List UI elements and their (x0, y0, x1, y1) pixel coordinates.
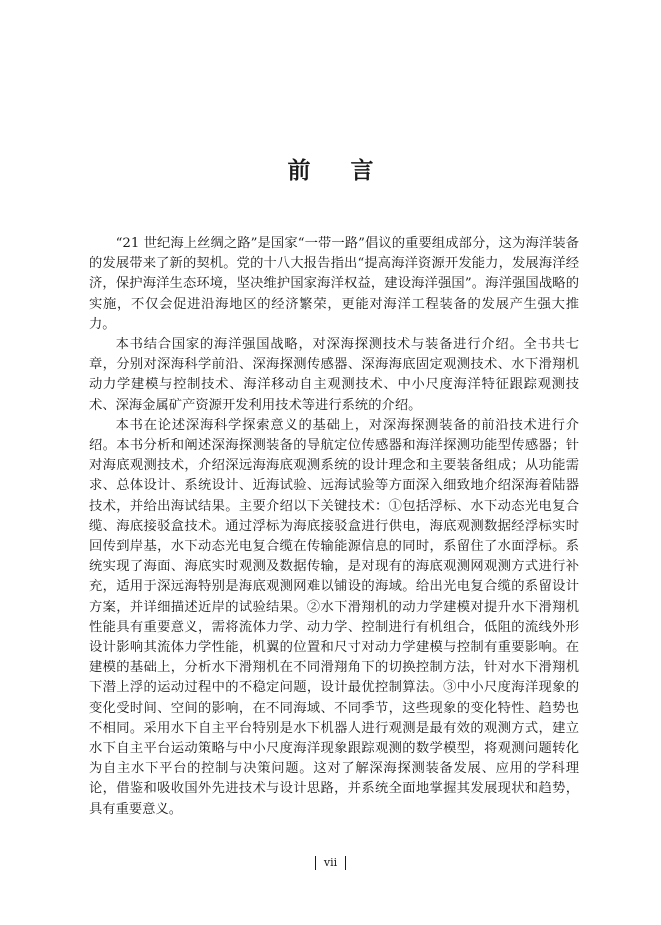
right-divider (345, 856, 346, 870)
page-number: vii (323, 856, 338, 869)
preface-body (89, 234, 579, 820)
left-divider (315, 856, 316, 870)
page-footer (0, 855, 661, 871)
paragraph-3: 本书在论述深海科学探索意义的基础上，对深海探测装备的前沿技术进行介绍。本书分析和阐述深海探测装备的导航定位传感器和海洋探测功能型传感器；针对海底观测技术，介绍深远海海底观测系统的设计理念和主要装备组成；从功能需求、总体设计、系统设计、近海试验、远海试验等方面深入细致地介绍深海着陆器技术，并给出海试结果。主要介绍以下关键技术：①包括浮标、水下动态光电复合缆、海底接驳盒技术。通过浮标为海底接驳盒进行供电，海底观测数据经浮标实时回传到岸基，水下动态光电复合缆在传输能源信息的同时，系留住了水面浮标。系统实现了海面、海底实时观测及数据传输，是对现有的海底观测网观测方式进行补充，适用于深远海特别是海底观测网难以铺设的海域。给出光电复合缆的系留设计方案，并详细描述近岸的试验结果。②水下滑翔机的动力学建模对提升水下滑翔机性能具有重要意义，需将流体力学、动力学、控制进行有机组合，低阻的流线外形设计影响其流体力学性能，机翼的位置和尺寸对动力学建模与控制有重要影响。在建模的基础上，分析水下滑翔机在不同滑翔角下的切换控制方法，针对水下滑翔机下潜上浮的运动过程中的不稳定问题，设计最优控制算法。③中小尺度海洋现象的变化受时间、空间的影响，在不同海域、不同季节，这些现象的变化特性、趋势也不相同。采用水下自主平台特别是水下机器人进行观测是最有效的观测方式，建立水下自主平台运动策略与中小尺度海洋现象跟踪观测的数学模型，将观测问题转化为自主水下平台的控制与决策问题。这对了解深海探测装备发展、应用的学科理论，借鉴和吸收国外先进技术与设计思路，并系统全面地掌握其发展现状和趋势，具有重要意义。 (89, 417, 579, 817)
page-title: 前言 (287, 158, 414, 184)
paragraph-1: “21 世纪海上丝绸之路”是国家“一带一路”倡议的重要组成部分，这为海洋装备的发展带来了新的契机。党的十八大报告指出“提高海洋资源开发能力，发展海洋经济，保护海洋生态环境，坚决维护国家海洋权益，建设海洋强国”。海洋强国战略的实施，不仅会促进沿海地区的经济繁荣，更能对海洋工程装备的发展产生强大推力。 (89, 236, 579, 332)
paragraph-2: 本书结合国家的海洋强国战略，对深海探测技术与装备进行介绍。全书共七章，分别对深海科学前沿、深海探测传感器、深海海底固定观测技术、水下滑翔机动力学建模与控制技术、海洋移动自主观测技术、中小尺度海洋特征跟踪观测技术、深海金属矿产资源开发利用技术等进行系统的介绍。 (89, 337, 579, 413)
